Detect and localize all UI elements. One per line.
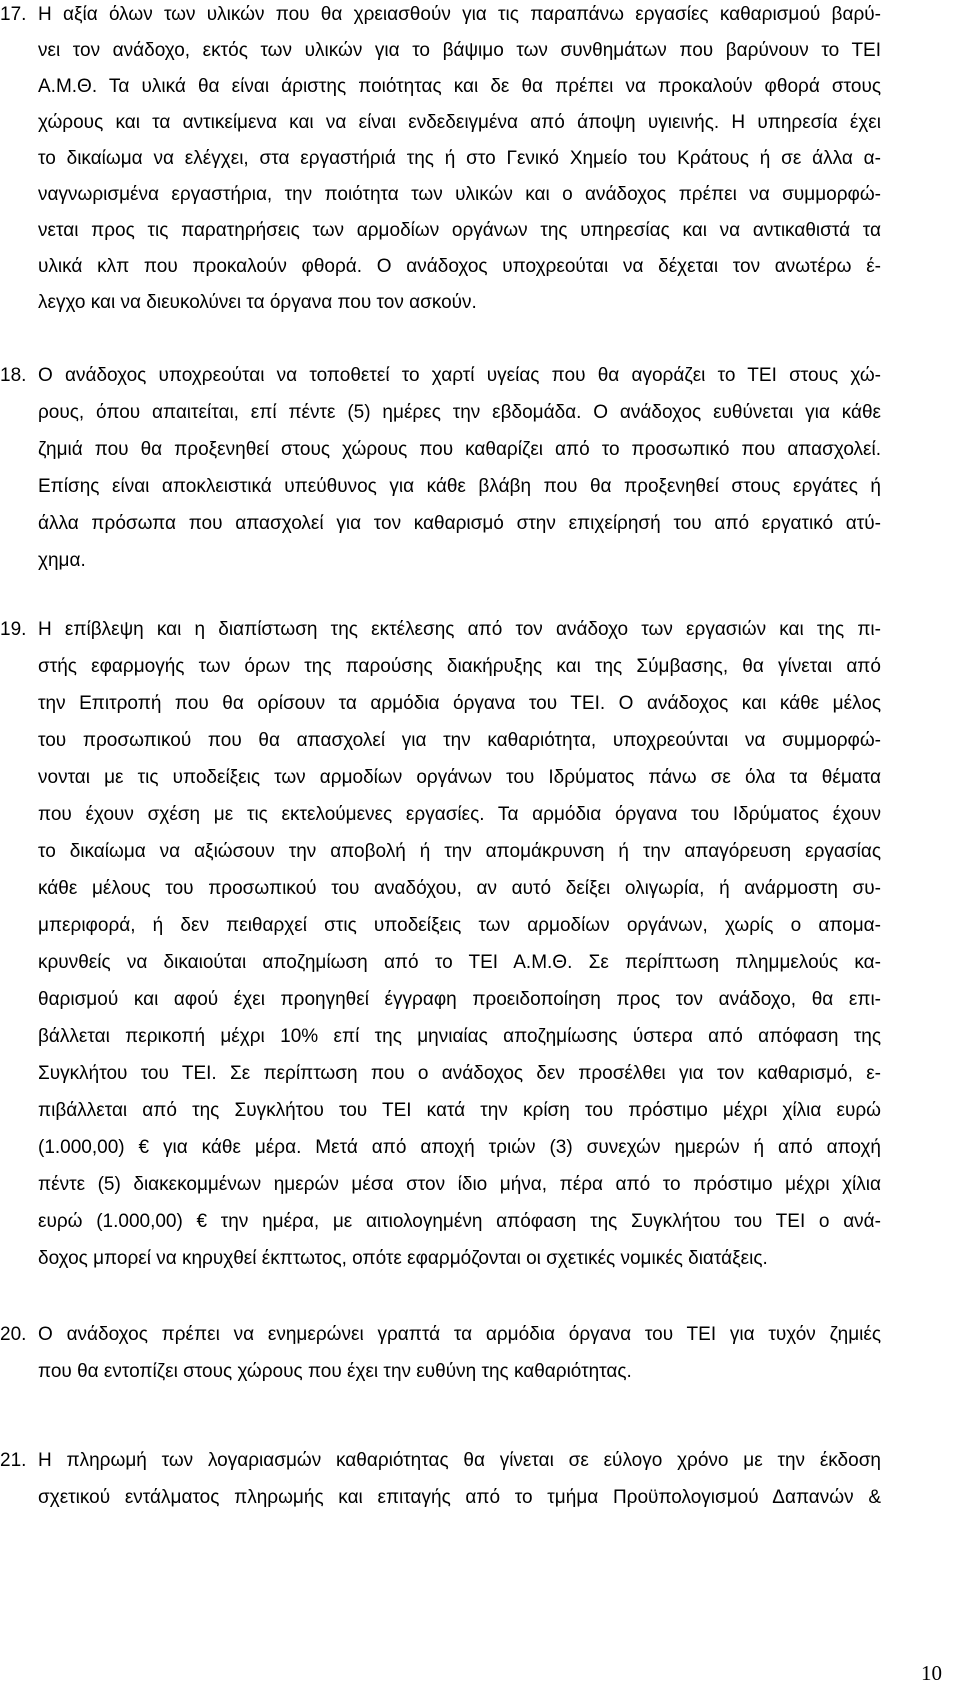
text-line: θαρισμού και αφού έχει προηγηθεί έγγραφη προειδοποίηση προς τον ανάδοχο, θα επι- <box>38 989 881 1010</box>
text-line: που έχουν σχέση με τις εκτελούμενες εργασίες. Τα αρμόδια όργανα του Ιδρύματος έχουν <box>38 804 881 825</box>
text-line: βάλλεται περικοπή μέχρι 10% επί της μηνιαίας αποζημίωσης ύστερα από απόφαση της <box>38 1026 881 1047</box>
text-line: λεγχο και να διευκολύνει τα όργανα που τον ασκούν. <box>38 292 477 313</box>
paragraph-number: 20. <box>0 1324 27 1345</box>
paragraph-number: 17. <box>0 4 27 25</box>
text-line: το δικαίωμα να αξιώσουν την αποβολή ή την απομάκρυνση ή την απαγόρευση εργασίας <box>38 841 881 862</box>
text-line: κάθε μέλους του προσωπικού του αναδόχου, αν αυτό δείξει ολιγωρία, ή ανάρμοστη συ- <box>38 878 881 899</box>
text-line: Επίσης είναι αποκλειστικά υπεύθυνος για κάθε βλάβη που θα προξενηθεί στους εργάτες ή <box>38 476 881 497</box>
text-line: Α.Μ.Θ. Τα υλικά θα είναι άριστης ποιότητας και δε θα πρέπει να προκαλούν φθορά στους <box>38 76 881 97</box>
text-line: (1.000,00) € για κάθε μέρα. Μετά από αποχή τριών (3) συνεχών ημερών ή από αποχή <box>38 1137 881 1158</box>
text-line: την Επιτροπή που θα ορίσουν τα αρμόδια όργανα του ΤΕΙ. Ο ανάδοχος και κάθε μέλος <box>38 693 881 714</box>
text-line: πέντε (5) διακεκομμένων ημερών μέσα στον ίδιο μήνα, πέρα από το πρόστιμο μέχρι χίλια <box>38 1174 881 1195</box>
text-line: μπεριφορά, ή δεν πειθαρχεί στις υποδείξεις των αρμοδίων οργάνων, χωρίς ο απομα- <box>38 915 881 936</box>
text-line: ναγνωρισμένα εργαστήρια, την ποιότητα των υλικών και ο ανάδοχος πρέπει να συμμορφώ- <box>38 184 881 205</box>
text-line: άλλα πρόσωπα που απασχολεί για τον καθαρισμό στην επιχείρησή του από εργατικό ατύ- <box>38 513 881 534</box>
text-line: ρους, όπου απαιτείται, επί πέντε (5) ημέρες την εβδομάδα. Ο ανάδοχος ευθύνεται για κάθε <box>38 402 881 423</box>
text-line: Ο ανάδοχος πρέπει να ενημερώνει γραπτά τα αρμόδια όργανα του ΤΕΙ για τυχόν ζημιές <box>38 1324 881 1345</box>
text-line: το δικαίωμα να ελέγχει, στα εργαστήριά της ή στο Γενικό Χημείο του Κράτους ή σε άλλα α- <box>38 148 881 169</box>
page-number: 10 <box>921 1661 942 1685</box>
paragraph-number: 19. <box>0 619 27 640</box>
text-line: στής εφαρμογής των όρων της παρούσης διακήρυξης και της Σύμβασης, θα γίνεται από <box>38 656 881 677</box>
text-line: ευρώ (1.000,00) € την ημέρα, με αιτιολογημένη απόφαση της Συγκλήτου του ΤΕΙ ο ανά- <box>38 1211 881 1232</box>
text-line: κρυνθείς να δικαιούται αποζημίωση από το ΤΕΙ Α.Μ.Θ. Σε περίπτωση πλημμελούς κα- <box>38 952 881 973</box>
text-line: δοχος μπορεί να κηρυχθεί έκπτωτος, οπότε εφαρμόζονται οι σχετικές νομικές διατάξεις. <box>38 1248 768 1269</box>
text-line: Η επίβλεψη και η διαπίστωση της εκτέλεσης από τον ανάδοχο των εργασιών και της πι- <box>38 619 881 640</box>
text-line: σχετικού εντάλματος πληρωμής και επιταγής από το τμήμα Προϋπολογισμού Δαπανών & <box>38 1487 881 1508</box>
text-line: νονται με τις υποδείξεις των αρμοδίων οργάνων του Ιδρύματος πάνω σε όλα τα θέματα <box>38 767 881 788</box>
text-line: νει τον ανάδοχο, εκτός των υλικών για το βάψιμο των συνθημάτων που βαρύνουν το ΤΕΙ <box>38 40 881 61</box>
text-line: νεται προς τις παρατηρήσεις των αρμοδίων οργάνων της υπηρεσίας και να αντικαθιστά τα <box>38 220 881 241</box>
paragraph-number: 21. <box>0 1450 27 1471</box>
text-line: ζημιά που θα προξενηθεί στους χώρους που καθαρίζει από το προσωπικό που απασχολεί. <box>38 439 881 460</box>
text-line: χημα. <box>38 550 86 571</box>
text-line: υλικά κλπ που προκαλούν φθορά. Ο ανάδοχος υποχρεούται να δέχεται τον ανωτέρω έ- <box>38 256 881 277</box>
paragraph-number: 18. <box>0 365 27 386</box>
text-line: πιβάλλεται από της Συγκλήτου του ΤΕΙ κατά την κρίση του πρόστιμο μέχρι χίλια ευρώ <box>38 1100 881 1121</box>
text-line: χώρους και τα αντικείμενα και να είναι ενδεδειγμένα από άποψη υγιεινής. Η υπηρεσία έχει <box>38 112 881 133</box>
text-line: Ο ανάδοχος υποχρεούται να τοποθετεί το χαρτί υγείας που θα αγοράζει το ΤΕΙ στους χώ- <box>38 365 881 386</box>
text-line: που θα εντοπίζει στους χώρους που έχει την ευθύνη της καθαριότητας. <box>38 1361 632 1382</box>
text-line: Η πληρωμή των λογαριασμών καθαριότητας θα γίνεται σε εύλογο χρόνο με την έκδοση <box>38 1450 881 1471</box>
text-line: Συγκλήτου του ΤΕΙ. Σε περίπτωση που ο ανάδοχος δεν προσέλθει για τον καθαρισμό, ε- <box>38 1063 881 1084</box>
text-line: Η αξία όλων των υλικών που θα χρειασθούν για τις παραπάνω εργασίες καθαρισμού βαρύ- <box>38 4 881 25</box>
text-line: του προσωπικού που θα απασχολεί για την καθαριότητα, υποχρεούνται να συμμορφώ- <box>38 730 881 751</box>
